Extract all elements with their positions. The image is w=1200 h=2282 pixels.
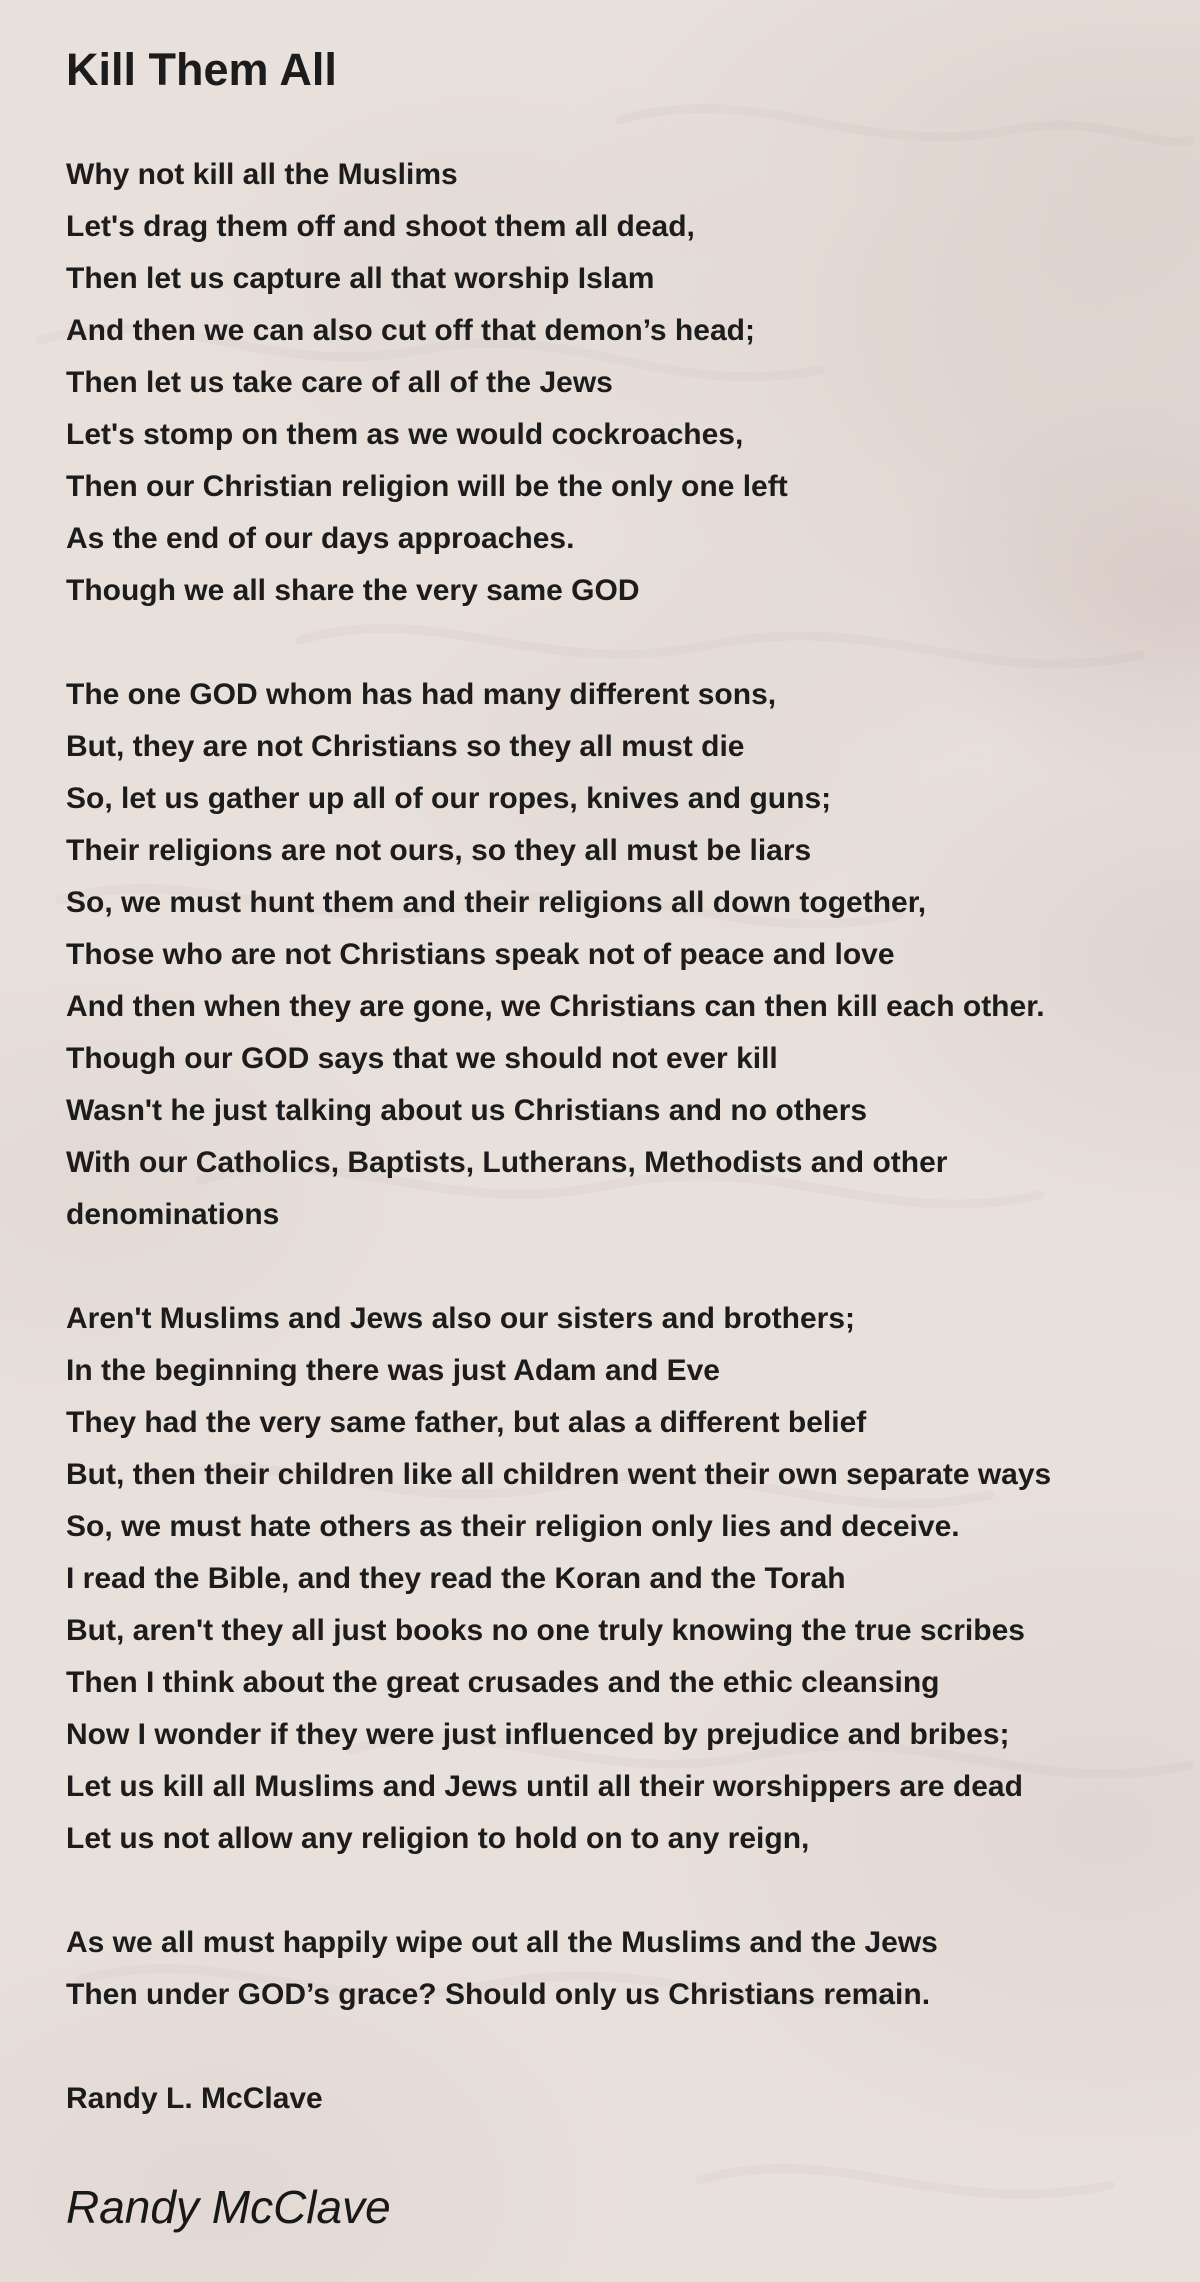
poem-line: I read the Bible, and they read the Koran and the Torah [66,1562,846,1595]
poem-title: Kill Them All [66,44,337,95]
poem-line: Then let us take care of all of the Jews [66,366,613,399]
poem-line: Now I wonder if they were just influenced by prejudice and bribes; [66,1718,1010,1751]
poem-line: But, they are not Christians so they all must die [66,730,745,763]
poem-line: Those who are not Christians speak not of peace and love [66,938,895,971]
poem-line: They had the very same father, but alas a different belief [66,1406,867,1439]
poem-line: Let's drag them off and shoot them all dead, [66,210,695,243]
poem-line: With our Catholics, Baptists, Lutherans, Methodists and other [66,1146,948,1179]
stanza-2 [66,669,1170,1241]
poem-content [66,43,1170,2235]
stanza-1 [66,149,1170,617]
poem-line: Let us not allow any religion to hold on to any reign, [66,1822,810,1855]
poem-line: But, aren't they all just books no one truly knowing the true scribes [66,1614,1025,1647]
poem-line: Wasn't he just talking about us Christians and no others [66,1094,868,1127]
stanza-3 [66,1293,1170,1865]
poet-signature: Randy McClave [66,2181,391,2233]
poem-line: But, then their children like all children went their own separate ways [66,1458,1052,1491]
poem-line: The one GOD whom has had many different sons, [66,678,777,711]
poem-line: Aren't Muslims and Jews also our sisters and brothers; [66,1302,856,1335]
poem-line: And then when they are gone, we Christians can then kill each other. [66,990,1045,1023]
poem-line: So, we must hate others as their religion only lies and deceive. [66,1510,960,1543]
poem-line: denominations [66,1198,280,1231]
poem-line: As we all must happily wipe out all the Muslims and the Jews [66,1926,938,1959]
poem-line: Why not kill all the Muslims [66,158,458,191]
poem-line: So, let us gather up all of our ropes, knives and guns; [66,782,832,815]
poem-line: Though our GOD says that we should not ever kill [66,1042,778,1075]
poem-line: Then our Christian religion will be the only one left [66,470,788,503]
poem-line: Though we all share the very same GOD [66,574,640,607]
stanza-4 [66,1917,1170,2021]
poem-line: Then I think about the great crusades and the ethic cleansing [66,1666,940,1699]
poem-line: So, we must hunt them and their religions all down together, [66,886,927,919]
poem-line: Then under GOD’s grace? Should only us Christians remain. [66,1978,931,2011]
poem-line: Let us kill all Muslims and Jews until all their worshippers are dead [66,1770,1023,1803]
poem-author: Randy L. McClave [66,2082,323,2115]
poem-line: Let's stomp on them as we would cockroaches, [66,418,744,451]
poem-line: In the beginning there was just Adam and Eve [66,1354,720,1387]
poem-line: Their religions are not ours, so they all must be liars [66,834,812,867]
poem-line: And then we can also cut off that demon’s head; [66,314,755,347]
poem-line: Then let us capture all that worship Islam [66,262,655,295]
poem-line: As the end of our days approaches. [66,522,575,555]
